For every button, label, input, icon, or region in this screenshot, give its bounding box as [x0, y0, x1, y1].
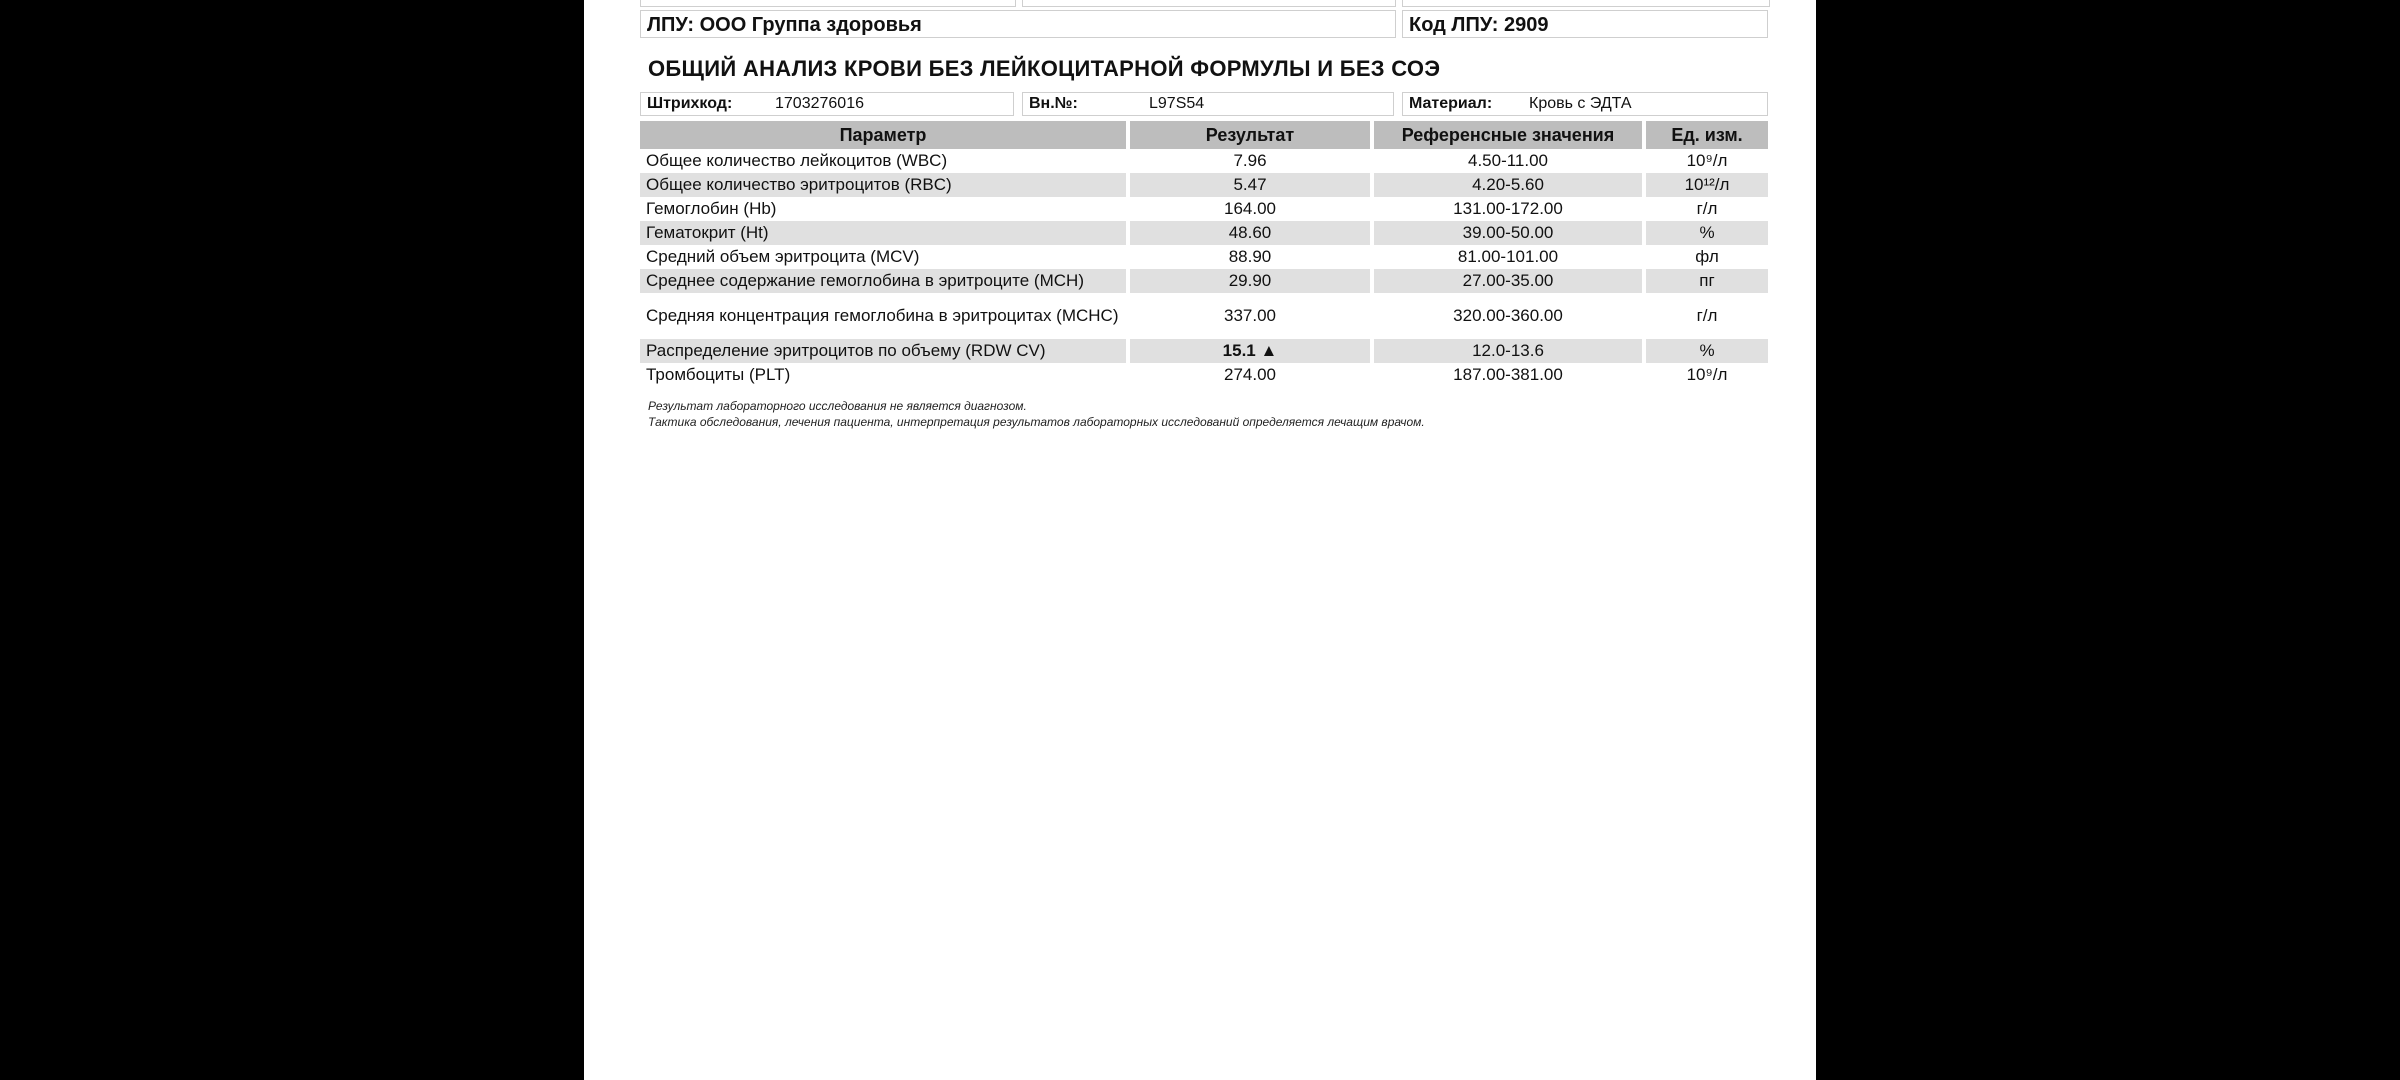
reference-cell: 320.00-360.00 — [1374, 293, 1646, 339]
table-row — [640, 221, 1768, 245]
results-table — [640, 121, 1768, 387]
internal-number-value: L97S54 — [1149, 95, 1205, 112]
result-cell: 337.00 — [1130, 293, 1374, 339]
unit-cell: 10¹²/л — [1646, 173, 1768, 197]
table-row — [640, 293, 1768, 339]
param-cell: Средний объем эритроцита (MCV) — [640, 245, 1130, 269]
lpu-value: ООО Группа здоровья — [699, 14, 922, 36]
lpu-label: ЛПУ: — [647, 14, 695, 36]
lpu-row — [640, 10, 1768, 40]
header-reference: Референсные значения — [1374, 121, 1646, 149]
disclaimer-line: Результат лабораторного исследования не является диагнозом. — [648, 399, 1027, 413]
table-row — [640, 269, 1768, 293]
param-cell: Гемоглобин (Hb) — [640, 197, 1130, 221]
param-cell: Средняя концентрация гемоглобина в эритроцитах (MCHC) — [640, 293, 1130, 339]
cut-off-field — [1402, 0, 1770, 7]
lpu-code-label: Код ЛПУ: — [1409, 14, 1499, 36]
disclaimer-line: Тактика обследования, лечения пациента, интерпретация результатов лабораторных исследований определяется лечащим врачом. — [648, 415, 1425, 429]
material-value: Кровь с ЭДТА — [1529, 95, 1632, 112]
unit-cell: фл — [1695, 247, 1719, 266]
unit-cell: г/л — [1696, 199, 1718, 218]
result-cell: 5.47 — [1130, 173, 1374, 197]
result-cell: 29.90 — [1130, 269, 1374, 293]
unit-cell: % — [1646, 339, 1768, 363]
reference-cell: 27.00-35.00 — [1374, 269, 1646, 293]
table-header-row — [640, 121, 1768, 149]
result-cell: 88.90 — [1130, 245, 1374, 269]
reference-cell: 4.20-5.60 — [1374, 173, 1646, 197]
lpu-code-value: 2909 — [1504, 14, 1549, 36]
result-cell: 274.00 — [1130, 363, 1374, 387]
barcode-label: Штрихкод: — [647, 95, 733, 112]
result-cell-high: 15.1 ▲ — [1130, 339, 1374, 363]
barcode-value: 1703276016 — [775, 95, 864, 112]
unit-cell: 10⁹/л — [1686, 365, 1728, 384]
lpu-code-field — [1402, 10, 1768, 38]
unit-cell: % — [1646, 221, 1768, 245]
lpu-field — [640, 10, 1396, 38]
unit-cell: пг — [1646, 269, 1768, 293]
reference-cell: 187.00-381.00 — [1374, 363, 1646, 387]
internal-number-label: Вн.№: — [1029, 95, 1078, 112]
cut-off-field — [1022, 0, 1396, 7]
reference-cell: 81.00-101.00 — [1374, 245, 1646, 269]
table-row — [640, 173, 1768, 197]
result-cell: 7.96 — [1130, 149, 1374, 173]
table-row — [640, 245, 1768, 269]
cut-off-field — [640, 0, 1016, 7]
header-result: Результат — [1130, 121, 1374, 149]
param-cell: Среднее содержание гемоглобина в эритроците (MCH) — [640, 269, 1130, 293]
table-row — [640, 363, 1768, 387]
param-cell: Распределение эритроцитов по объему (RDW CV) — [640, 339, 1130, 363]
sample-info-row — [640, 92, 1768, 117]
material-field — [1402, 92, 1768, 116]
internal-number-field — [1022, 92, 1394, 116]
header-parameter: Параметр — [640, 121, 1130, 149]
reference-cell: 4.50-11.00 — [1374, 149, 1646, 173]
param-cell: Общее количество лейкоцитов (WBC) — [640, 149, 1130, 173]
document-page — [584, 0, 1816, 1080]
unit-cell: 10⁹/л — [1686, 151, 1728, 170]
material-label: Материал: — [1409, 95, 1493, 112]
reference-cell: 39.00-50.00 — [1374, 221, 1646, 245]
table-row — [640, 339, 1768, 363]
disclaimer-notes — [648, 398, 1425, 430]
param-cell: Гематокрит (Ht) — [640, 221, 1130, 245]
barcode-field — [640, 92, 1014, 116]
table-row — [640, 149, 1768, 173]
param-cell: Тромбоциты (PLT) — [640, 363, 1130, 387]
header-unit: Ед. изм. — [1646, 121, 1768, 149]
table-row — [640, 197, 1768, 221]
param-cell: Общее количество эритроцитов (RBC) — [640, 173, 1130, 197]
unit-cell: г/л — [1696, 306, 1718, 325]
reference-cell: 131.00-172.00 — [1374, 197, 1646, 221]
report-title: ОБЩИЙ АНАЛИЗ КРОВИ БЕЗ ЛЕЙКОЦИТАРНОЙ ФОРМУЛЫ И БЕЗ СОЭ — [648, 56, 1441, 81]
result-cell: 164.00 — [1130, 197, 1374, 221]
result-cell: 48.60 — [1130, 221, 1374, 245]
reference-cell: 12.0-13.6 — [1374, 339, 1646, 363]
